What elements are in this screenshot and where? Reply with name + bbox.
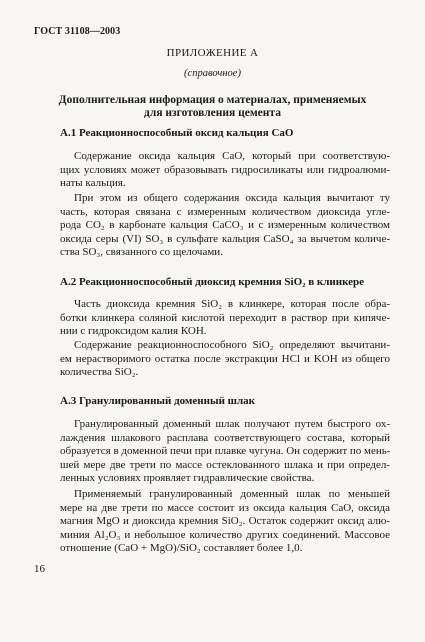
text-line: ленных условиях проявляет гидравлические свойства. xyxy=(60,472,315,485)
text-line: Применяемый гранулированный доменный шлак по меньшей xyxy=(74,488,390,500)
text-line: наты кальция. xyxy=(60,177,126,190)
text-line: При этом из общего содержания оксида кальция вычитают ту xyxy=(74,192,390,204)
standard-header: ГОСТ 31108—2003 xyxy=(34,26,121,37)
paragraph xyxy=(60,418,390,486)
text-line: мере на две трети по массе состоит из оксида кальция СаО, оксида xyxy=(60,501,390,514)
document-title xyxy=(40,94,385,120)
document-title-line: для изготовления цемента xyxy=(144,107,281,119)
section-heading-a1: А.1 Реакционноспособный оксид кальция СаО xyxy=(60,127,294,139)
paragraph xyxy=(60,192,390,260)
text-line: ства SO₃, связанного со щелочами. xyxy=(60,246,223,259)
text-line: лаждения шлакового расплава соответствующего состава, который xyxy=(60,431,390,444)
document-title-line: Дополнительная информация о материалах, применяемых xyxy=(58,94,367,106)
text-line: Содержание оксида кальция СаО, который при соответствую- xyxy=(74,150,390,162)
paragraph xyxy=(60,488,390,556)
text-line: Гранулированный доменный шлак получают путем быстрого ох- xyxy=(74,418,390,430)
text-line: Содержание реакционноспособного SiO₂ определяют вычитани- xyxy=(74,339,390,351)
page-number: 16 xyxy=(34,563,45,575)
appendix-note: (справочное) xyxy=(184,68,241,79)
text-line: отношение (СаО + MgO)/SiO₂ составляет более 1,0. xyxy=(60,542,303,555)
text-line: ботки клинкера соляной кислотой переходит в раствор при кипяче- xyxy=(60,311,390,324)
paragraph xyxy=(60,339,390,380)
text-line: рода CO₂ в карбонате кальция СаСО₃ и с измеренным количеством xyxy=(60,219,390,232)
section-heading-a3: А.3 Гранулированный доменный шлак xyxy=(60,395,255,407)
paragraph xyxy=(60,298,390,339)
text-line: Часть диоксида кремния SiO₂ в клинкере, которая после обра- xyxy=(74,298,390,310)
appendix-title: ПРИЛОЖЕНИЕ А xyxy=(166,47,259,59)
text-line: нии с гидроксидом калия КОН. xyxy=(60,325,207,338)
paragraph xyxy=(60,150,390,191)
text-line: оксида серы (VI) SO₃ в сульфате кальция CaSO₄ за вычетом количе- xyxy=(60,232,390,245)
text-line: миния Al₂O₃ и небольшое количество других соединений. Массовое xyxy=(60,528,390,541)
text-line: образуется в доменной печи при плавке чугуна. Он содержит по мень- xyxy=(60,445,391,458)
text-line: ем нерастворимого остатка после экстракции HCl и KOH из общего xyxy=(60,352,390,365)
text-line: магния MgO и диоксида кремния SiO₂. Остаток содержит оксид алю- xyxy=(60,515,390,528)
text-line: количества SiO₂. xyxy=(60,366,139,379)
text-line: щих условиях может образовывать гидросиликаты или гидроалюми- xyxy=(60,163,390,176)
section-heading-a2: А.2 Реакционноспособный диоксид кремния SiO₂ в клинкере xyxy=(60,276,365,288)
text-line: шей мере две трети по массе остеклованного шлака и при определ- xyxy=(60,458,390,471)
text-line: часть, которая связана с измеренным количеством диоксида угле- xyxy=(60,205,390,218)
